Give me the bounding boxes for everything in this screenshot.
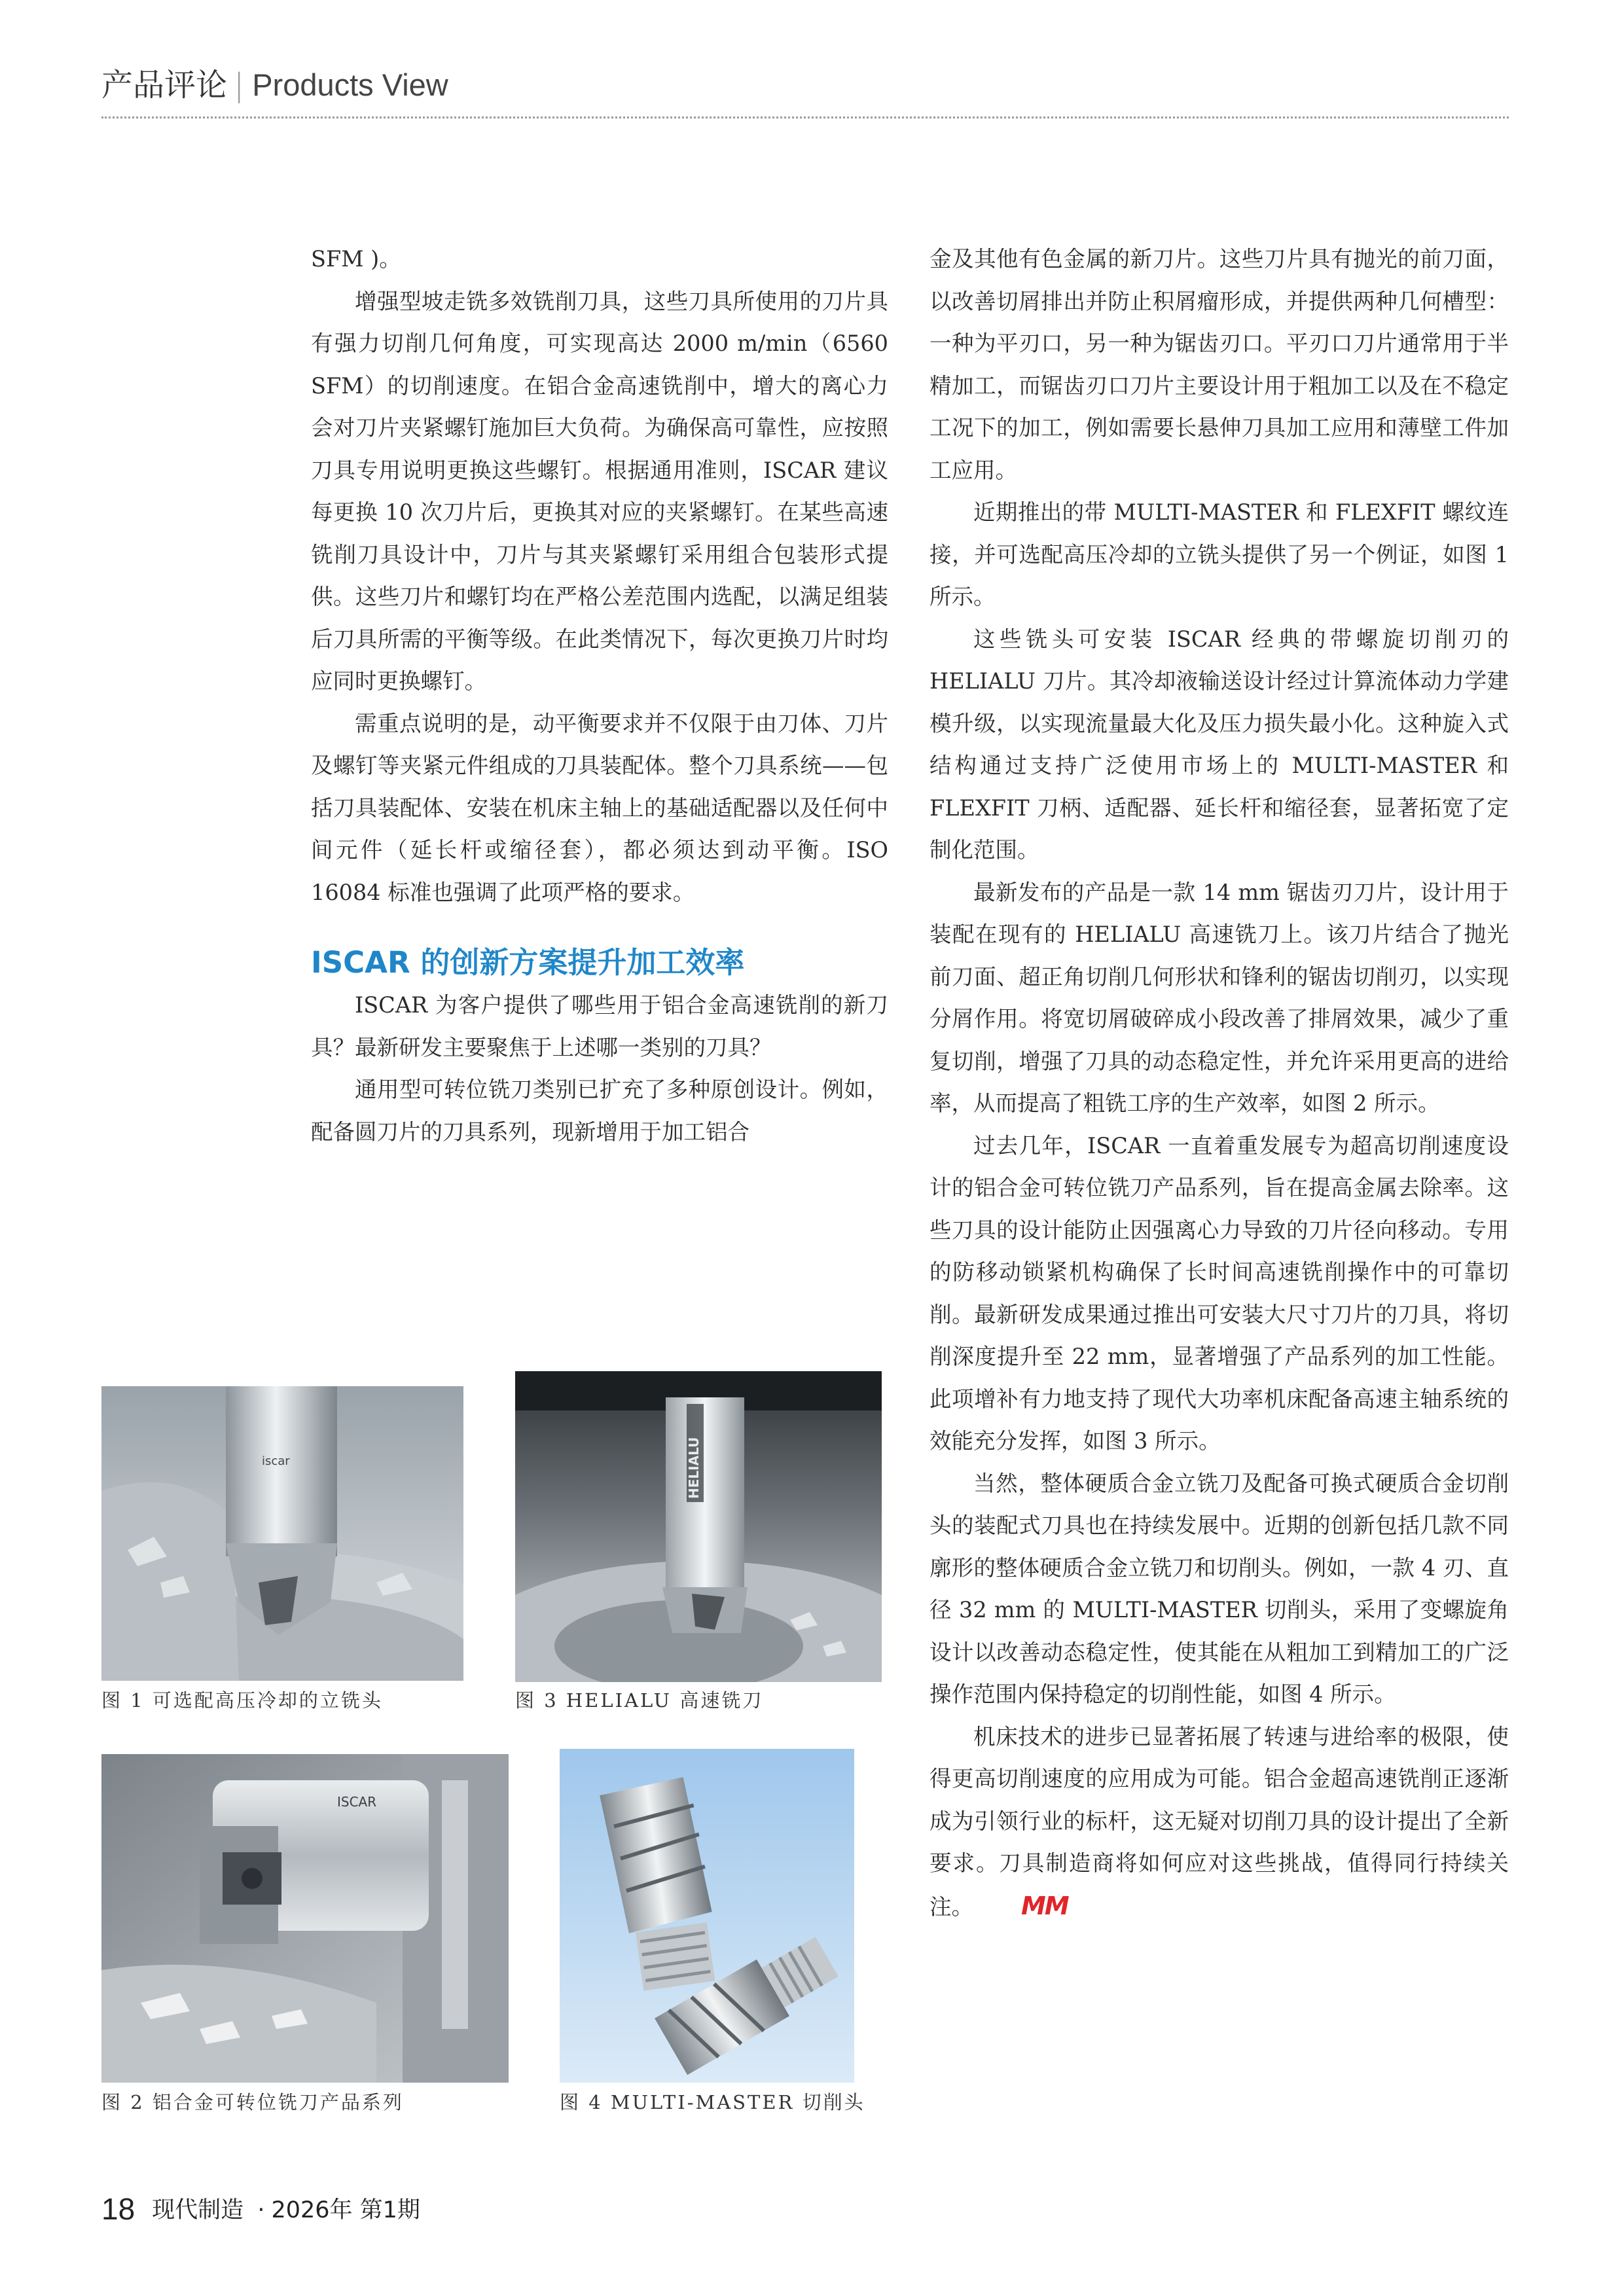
tool-brand-mark: iscar — [262, 1454, 290, 1468]
figure-2-caption: 图 2 铝合金可转位铣刀产品系列 — [101, 2091, 404, 2113]
multi-master-head-illustration — [560, 1749, 854, 2083]
paragraph-final-text: 机床技术的进步已显著拓展了转速与进给率的极限，使得更高切削速度的应用成为可能。铝合金超高速铣削正逐渐成为引领行业的标杆，这无疑对切削刀具的设计提出了全新要求。刀具制造商将如何应对这些挑战，值得同行持续关注。 — [929, 1723, 1509, 1920]
paragraph: 增强型坡走铣多效铣削刀具，这些刀具所使用的刀片具有强力切削几何角度，可实现高达 2000 m/min（6560 SFM）的切削速度。在铝合金高速铣削中，增大的离心力会对刀片夹紧螺钉施加巨大负荷。为确保高可靠性，应按照刀具专用说明更换这些螺钉。根据通用准则，ISCAR 建议每更换 10 次刀片后，更换其对应的夹紧螺钉。在某些高速铣削刀具设计中，刀片与其夹紧螺钉采用组合包装形式提供。这些刀片和螺钉均在严格公差范围内选配，以满足组装后刀具所需的平衡等级。在此类情况下，每次更换刀片时均应同时更换螺钉。 — [311, 288, 888, 694]
issue-info: 2026年 第1期 — [271, 2197, 420, 2223]
paragraph-final — [929, 1716, 1509, 1929]
paragraph: 金及其他有色金属的新刀片。这些刀片具有抛光的前刀面，以改善切屑排出并防止积屑瘤形成，并提供两种几何槽型：一种为平刃口，另一种为锯齿刃口。平刃口刀片通常用于半精加工，而锯齿刃口刀片主要设计用于粗加工以及在不稳定工况下的加工，例如需要长悬伸刀具加工应用和薄壁工件加工应用。 — [929, 246, 1509, 483]
footer-dot: · — [257, 2197, 265, 2223]
paragraph: 当然，整体硬质合金立铣刀及配备可换式硬质合金切削头的装配式刀具也在持续发展中。近期的创新包括几款不同廓形的整体硬质合金立铣刀和切削头。例如，一款 4 刃、直径 32 mm 的 MULTI-MASTER 切削头，采用了变螺旋角设计以改善动态稳定性，使其能在从粗加工到精加工的广泛操作范围内保持稳定的切削性能，如图 4 所示。 — [929, 1470, 1509, 1707]
paragraph: ISCAR 为客户提供了哪些用于铝合金高速铣削的新刀具？最新研发主要聚焦于上述哪一类别的刀具？ — [311, 992, 888, 1060]
paragraph: 最新发布的产品是一款 14 mm 锯齿刃刀片，设计用于装配在现有的 HELIALU 高速铣刀上。该刀片结合了抛光前刀面、超正角切削几何形状和锋利的锯齿切削刃，以实现分屑作用。将宽切屑破碎成小段改善了排屑效果，减少了重复切削，增强了刀具的动态稳定性，并允许采用更高的进给率，从而提高了粗铣工序的生产效率，如图 2 所示。 — [929, 879, 1509, 1116]
section-title-cn: 产品评论 — [101, 67, 228, 103]
figure-2-photo — [101, 1754, 509, 2083]
paragraph: 需重点说明的是，动平衡要求并不仅限于由刀体、刀片及螺钉等夹紧元件组成的刀具装配体。整个刀具系统——包括刀具装配体、安装在机床主轴上的基础适配器以及任何中间元件（延长杆或缩径套），都必须达到动平衡。ISO 16084 标准也强调了此项严格的要求。 — [311, 710, 888, 905]
end-mill-head-illustration — [101, 1386, 463, 1681]
page-number: 18 — [101, 2192, 135, 2226]
end-mark: MM — [1021, 1891, 1068, 1920]
header-separator: | — [234, 67, 245, 103]
figure-1-caption: 图 1 可选配高压冷却的立铣头 — [101, 1689, 383, 1712]
paragraph: 通用型可转位铣刀类别已扩充了多种原创设计。例如，配备圆刀片的刀具系列，现新增用于加工铝合 — [311, 1077, 888, 1145]
tool-brand-mark: ISCAR — [337, 1794, 377, 1810]
paragraph: SFM )。 — [311, 246, 401, 272]
running-header — [101, 65, 448, 105]
page-footer — [101, 2193, 420, 2227]
paragraph: 这些铣头可安装 ISCAR 经典的带螺旋切削刃的 HELIALU 刀片。其冷却液输送设计经过计算流体动力学建模升级，以实现流量最大化及压力损失最小化。这种旋入式结构通过支持广泛使用市场上的 MULTI-MASTER 和 FLEXFIT 刀柄、适配器、延长杆和缩径套，显著拓宽了定制化范围。 — [929, 626, 1509, 863]
figure-4-caption: 图 4 MULTI-MASTER 切削头 — [560, 2091, 865, 2113]
section-title-en: Products View — [252, 67, 448, 102]
left-column — [311, 238, 888, 1153]
paragraph: 近期推出的带 MULTI-MASTER 和 FLEXFIT 螺纹连接，并可选配高压冷却的立铣头提供了另一个例证，如图 1 所示。 — [929, 499, 1509, 609]
section-heading: ISCAR 的创新方案提升加工效率 — [311, 945, 745, 980]
paragraph: 过去几年，ISCAR 一直着重发展专为超高切削速度设计的铝合金可转位铣刀产品系列，旨在提高金属去除率。这些刀具的设计能防止因强离心力导致的刀片径向移动。专用的防移动锁紧机构确保了长时间高速铣削操作中的可靠切削。最新研发成果通过推出可安装大尺寸刀片的刀具，将切削深度提升至 22 mm，显著增强了产品系列的加工性能。此项增补有力地支持了现代大功率机床配备高速主轴系统的效能充分发挥，如图 3 所示。 — [929, 1132, 1509, 1454]
figure-3-photo — [515, 1371, 882, 1682]
figure-4-photo — [560, 1749, 854, 2083]
figure-1-photo — [101, 1386, 463, 1681]
journal-name: 现代制造 — [152, 2197, 244, 2223]
right-column — [929, 238, 1509, 1928]
indexable-milling-illustration — [101, 1754, 509, 2083]
helialu-milling-illustration — [515, 1371, 882, 1682]
helialu-label: HELIALU — [686, 1437, 702, 1499]
figure-3-caption: 图 3 HELIALU 高速铣刀 — [515, 1689, 764, 1712]
header-dotted-rule — [101, 117, 1509, 118]
